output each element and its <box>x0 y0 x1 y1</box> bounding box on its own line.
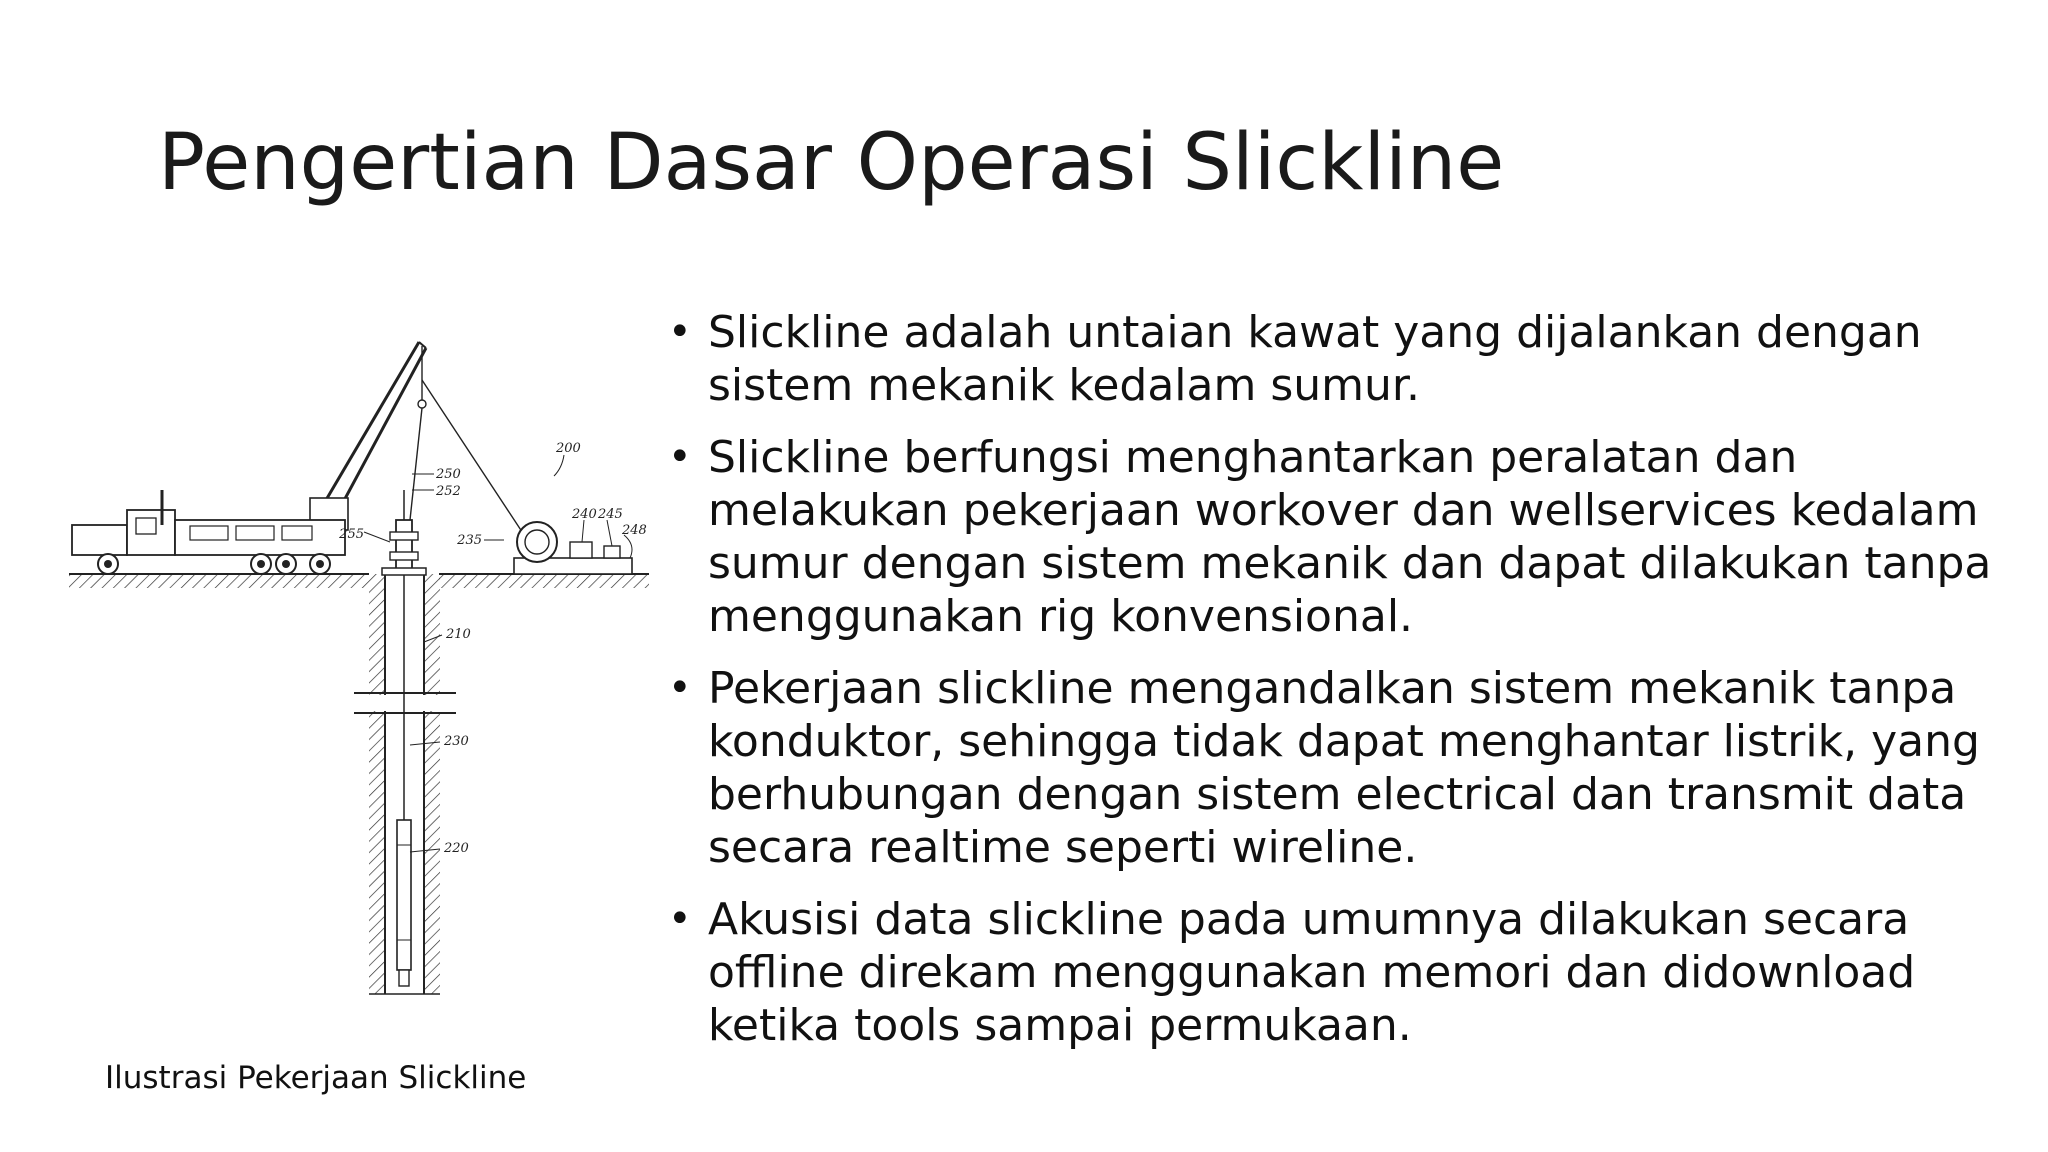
figure-caption: Ilustrasi Pekerjaan Slickline <box>105 1060 527 1096</box>
truck <box>72 490 345 574</box>
bullet-item <box>668 893 2028 1052</box>
label-235: 235 <box>457 533 482 548</box>
bullet-text: Akusisi data slickline pada umumnya dilakukan secara offline direkam menggunakan memori dan didownload ketika tools sampai permukaan. <box>708 894 1916 1051</box>
slickline-illustration <box>64 320 654 1000</box>
bullet-glyph: • <box>668 896 692 942</box>
bullet-glyph: • <box>668 309 692 355</box>
label-248: 248 <box>622 523 647 538</box>
label-220: 220 <box>444 841 469 856</box>
label-255: 255 <box>339 527 364 542</box>
tool-string <box>397 820 411 970</box>
label-240: 240 <box>572 507 597 522</box>
label-252: 252 <box>436 484 461 499</box>
bullet-item <box>668 431 2028 643</box>
bullet-glyph: • <box>668 434 692 480</box>
bullet-text: Slickline berfungsi menghantarkan peralatan dan melakukan pekerjaan workover dan wellservices kedalam sumur dengan sistem mekanik dan dapat dilakukan tanpa menggunakan rig konvensional. <box>708 432 1992 642</box>
bullet-text: Slickline adalah untaian kawat yang dijalankan dengan sistem mekanik kedalam sumur. <box>708 307 1922 411</box>
bullet-item <box>668 306 2028 412</box>
lubricator <box>396 520 412 570</box>
label-210: 210 <box>446 627 471 642</box>
ground-hatch-left <box>69 574 369 588</box>
bullet-text: Pekerjaan slickline mengandalkan sistem mekanik tanpa konduktor, sehingga tidak dapat menghantar listrik, yang berhubungan dengan sistem electrical dan transmit data secara realtime seperti wireline. <box>708 663 1980 873</box>
slide-title: Pengertian Dasar Operasi Slickline <box>158 118 1505 208</box>
bullet-item <box>668 662 2028 874</box>
label-250: 250 <box>436 467 461 482</box>
label-230: 230 <box>444 734 469 749</box>
bullet-glyph: • <box>668 665 692 711</box>
wire-drum-unit <box>514 522 632 574</box>
ground-hatch-right <box>439 574 649 588</box>
label-245: 245 <box>598 507 623 522</box>
crane-boom <box>326 342 419 500</box>
well-wall-left <box>369 574 385 994</box>
bullet-list <box>668 306 2028 1071</box>
label-200: 200 <box>556 441 581 456</box>
